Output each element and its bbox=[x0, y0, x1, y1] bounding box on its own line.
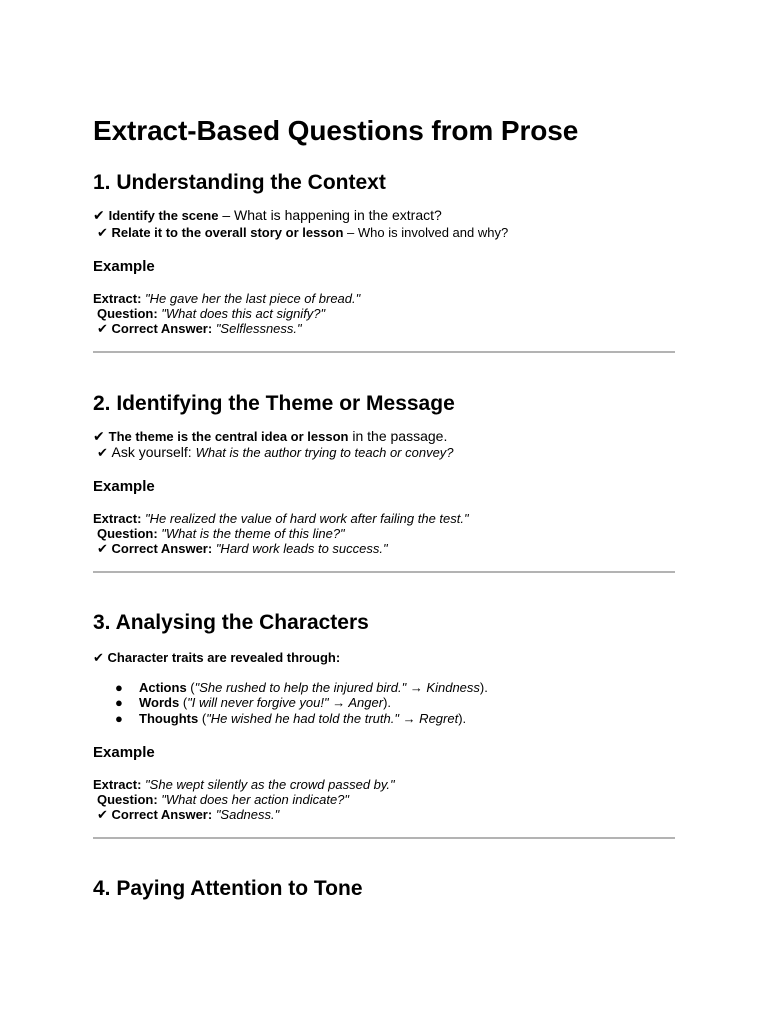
example-heading: Example bbox=[93, 258, 155, 275]
bullet-quote: "I will never forgive you!" → Anger bbox=[187, 695, 384, 710]
intro-bold: Character traits are revealed through: bbox=[107, 650, 341, 665]
point-text: in the passage. bbox=[348, 428, 448, 444]
example-extract bbox=[93, 777, 395, 792]
question-text: "What does her action indicate?" bbox=[161, 792, 350, 807]
answer-label: Correct Answer: bbox=[111, 807, 213, 822]
bullet-icon: ● bbox=[115, 711, 123, 726]
check-icon: ✔ bbox=[97, 445, 108, 460]
list-item bbox=[139, 680, 488, 695]
extract-label: Extract: bbox=[93, 777, 142, 792]
extract-text: "She wept silently as the crowd passed by." bbox=[145, 777, 395, 792]
check-icon: ✔ bbox=[97, 807, 108, 822]
extract-label: Extract: bbox=[93, 511, 142, 526]
question-text: "What does this act signify?" bbox=[161, 306, 326, 321]
answer-text: "Selflessness." bbox=[215, 321, 302, 336]
example-answer bbox=[97, 807, 279, 822]
check-icon: ✔ bbox=[97, 541, 108, 556]
example-answer bbox=[97, 321, 302, 336]
point-bold: The theme is the central idea or lesson bbox=[108, 429, 349, 444]
extract-text: "He gave her the last piece of bread." bbox=[145, 291, 361, 306]
point-line bbox=[97, 445, 454, 460]
check-icon: ✔ bbox=[93, 650, 104, 665]
bullet-open: ( bbox=[198, 711, 207, 726]
page-title: Extract-Based Questions from Prose bbox=[93, 115, 579, 146]
question-text: "What is the theme of this line?" bbox=[161, 526, 345, 541]
answer-text: "Hard work leads to success." bbox=[215, 541, 388, 556]
bullet-icon: ● bbox=[115, 695, 123, 710]
bullet-bold: Actions bbox=[139, 680, 187, 695]
example-answer bbox=[97, 541, 388, 556]
bullet-open: ( bbox=[186, 680, 195, 695]
question-label: Question: bbox=[97, 306, 158, 321]
bullet-close: ). bbox=[458, 711, 467, 726]
example-question bbox=[97, 306, 325, 321]
point-italic: What is the author trying to teach or convey? bbox=[195, 445, 454, 460]
bullet-bold: Thoughts bbox=[139, 711, 199, 726]
section-divider bbox=[93, 571, 675, 573]
bullet-close: ). bbox=[383, 695, 392, 710]
section-heading: 2. Identifying the Theme or Message bbox=[93, 392, 455, 415]
question-label: Question: bbox=[97, 792, 158, 807]
example-heading: Example bbox=[93, 744, 155, 761]
extract-label: Extract: bbox=[93, 291, 142, 306]
point-bold: Relate it to the overall story or lesson bbox=[111, 225, 344, 240]
section-divider bbox=[93, 837, 675, 839]
point-text: Ask yourself: bbox=[111, 444, 196, 460]
list-item bbox=[139, 695, 391, 710]
bullet-quote: "He wished he had told the truth." → Regret bbox=[206, 711, 459, 726]
check-icon: ✔ bbox=[93, 207, 105, 223]
check-icon: ✔ bbox=[97, 321, 108, 336]
point-text: – What is happening in the extract? bbox=[218, 207, 442, 223]
answer-label: Correct Answer: bbox=[111, 321, 213, 336]
section-heading: 4. Paying Attention to Tone bbox=[93, 877, 363, 900]
section-heading: 3. Analysing the Characters bbox=[93, 611, 369, 634]
bullet-close: ). bbox=[479, 680, 488, 695]
point-bold: Identify the scene bbox=[108, 208, 219, 223]
bullet-icon: ● bbox=[115, 680, 123, 695]
example-extract bbox=[93, 291, 360, 306]
example-question bbox=[97, 792, 349, 807]
example-heading: Example bbox=[93, 478, 155, 495]
answer-label: Correct Answer: bbox=[111, 541, 213, 556]
example-extract bbox=[93, 511, 469, 526]
intro-line bbox=[93, 650, 340, 665]
point-line bbox=[93, 429, 447, 444]
bullet-bold: Words bbox=[139, 695, 180, 710]
extract-text: "He realized the value of hard work after failing the test." bbox=[145, 511, 469, 526]
check-icon: ✔ bbox=[93, 428, 105, 444]
question-label: Question: bbox=[97, 526, 158, 541]
section-heading: 1. Understanding the Context bbox=[93, 171, 386, 194]
point-line bbox=[93, 208, 442, 223]
bullet-quote: "She rushed to help the injured bird." → Kindness bbox=[194, 680, 480, 695]
example-question bbox=[97, 526, 345, 541]
point-text: – Who is involved and why? bbox=[343, 225, 509, 240]
point-line bbox=[97, 225, 508, 240]
section-divider bbox=[93, 351, 675, 353]
answer-text: "Sadness." bbox=[215, 807, 280, 822]
bullet-open: ( bbox=[179, 695, 188, 710]
list-item bbox=[139, 711, 466, 726]
check-icon: ✔ bbox=[97, 225, 108, 240]
